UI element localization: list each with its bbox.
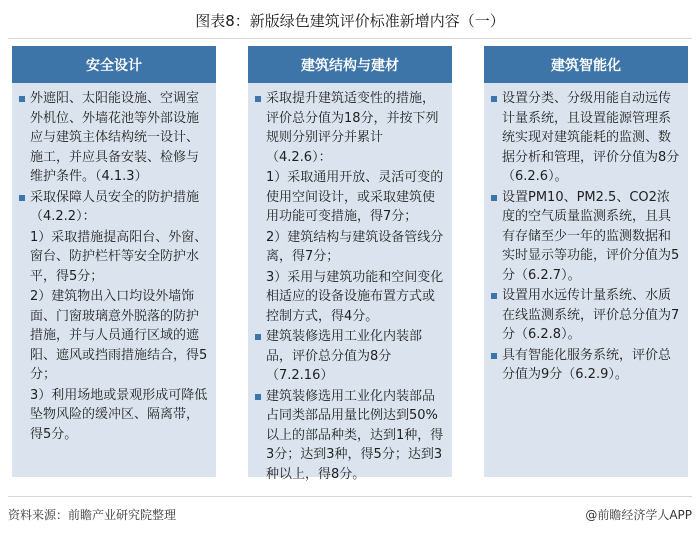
column-items — [12, 83, 216, 444]
bullet-item: 建筑装修选用工业化内装部品，评价总分值为8分（7.2.16） — [254, 327, 446, 386]
column-header: 建筑智能化 — [484, 46, 688, 83]
sub-item: 1）采取措施提高阳台、外窗、窗台、防护栏杆等安全防护水平，得5分； — [30, 229, 208, 284]
bullet-item: 采取提升建筑适变性的措施，评价总分值为18分，并按下列规则分别评分并累计（4.2.6）： — [254, 89, 446, 167]
column-items — [484, 83, 688, 385]
bullet-item: 建筑装修选用工业化内装部品占同类部品用量比例达到50%以上的部品种类，达到1种，得3分；达到3种，得5分；达到3种以上，得8分。 — [254, 387, 446, 485]
column-items — [248, 83, 452, 484]
bullet-item: 设置PM10、PM2.5、CO2浓度的空气质量监测系统，且具有存储至少一年的监测数据和实时显示等功能，评价分值为5分（6.2.7）。 — [490, 188, 682, 286]
sub-item: 2）建筑结构与建筑设备管线分离，得7分； — [266, 229, 444, 264]
sub-item: 3）采用与建筑功能和空间变化相适应的设备设施布置方式或控制方式，得4分。 — [266, 269, 444, 324]
column-intelligent-building — [484, 46, 688, 477]
bullet-item: 具有智能化服务系统，评价总分值为9分（6.2.9）。 — [490, 346, 682, 385]
column-safety-design — [12, 46, 216, 477]
page-title: 图表8：新版绿色建筑评价标准新增内容（一） — [195, 12, 505, 30]
sub-item: 2）建筑物出入口均设外墙饰面、门窗玻璃意外脱落的防护措施，并与人员通行区域的遮阳、遮风或挡雨措施结合，得5分； — [30, 289, 208, 382]
top-divider — [8, 38, 692, 39]
column-header: 安全设计 — [12, 46, 216, 83]
bottom-divider — [8, 496, 692, 497]
bullet-item: 采取保障人员安全的防护措施（4.2.2）： — [18, 188, 210, 227]
sub-item: 3）利用场地或景观形成可降低坠物风险的缓冲区、隔离带，得5分。 — [30, 387, 208, 442]
bullet-item: 设置用水远传计量系统、水质在线监测系统，评价总分值为7分（6.2.8）。 — [490, 286, 682, 345]
brand-credit: @前瞻经济学人APP — [585, 508, 692, 522]
bullet-item: 外遮阳、太阳能设施、空调室外机位、外墙花池等外部设施应与建筑主体结构统一设计、施工，并应具备安装、检修与维护条件。（4.1.3） — [18, 89, 210, 187]
bullet-item: 设置分类、分级用能自动远传计量系统，且设置能源管理系统实现对建筑能耗的监测、数据分析和管理，评价分值为8分（6.2.6）。 — [490, 89, 682, 187]
sub-item: 1）采取通用开放、灵活可变的使用空间设计，或采取建筑使用功能可变措施，得7分； — [266, 170, 444, 224]
source-note: 资料来源：前瞻产业研究院整理 — [8, 508, 177, 522]
column-structure-materials — [248, 46, 452, 482]
column-header: 建筑结构与建材 — [248, 46, 452, 83]
